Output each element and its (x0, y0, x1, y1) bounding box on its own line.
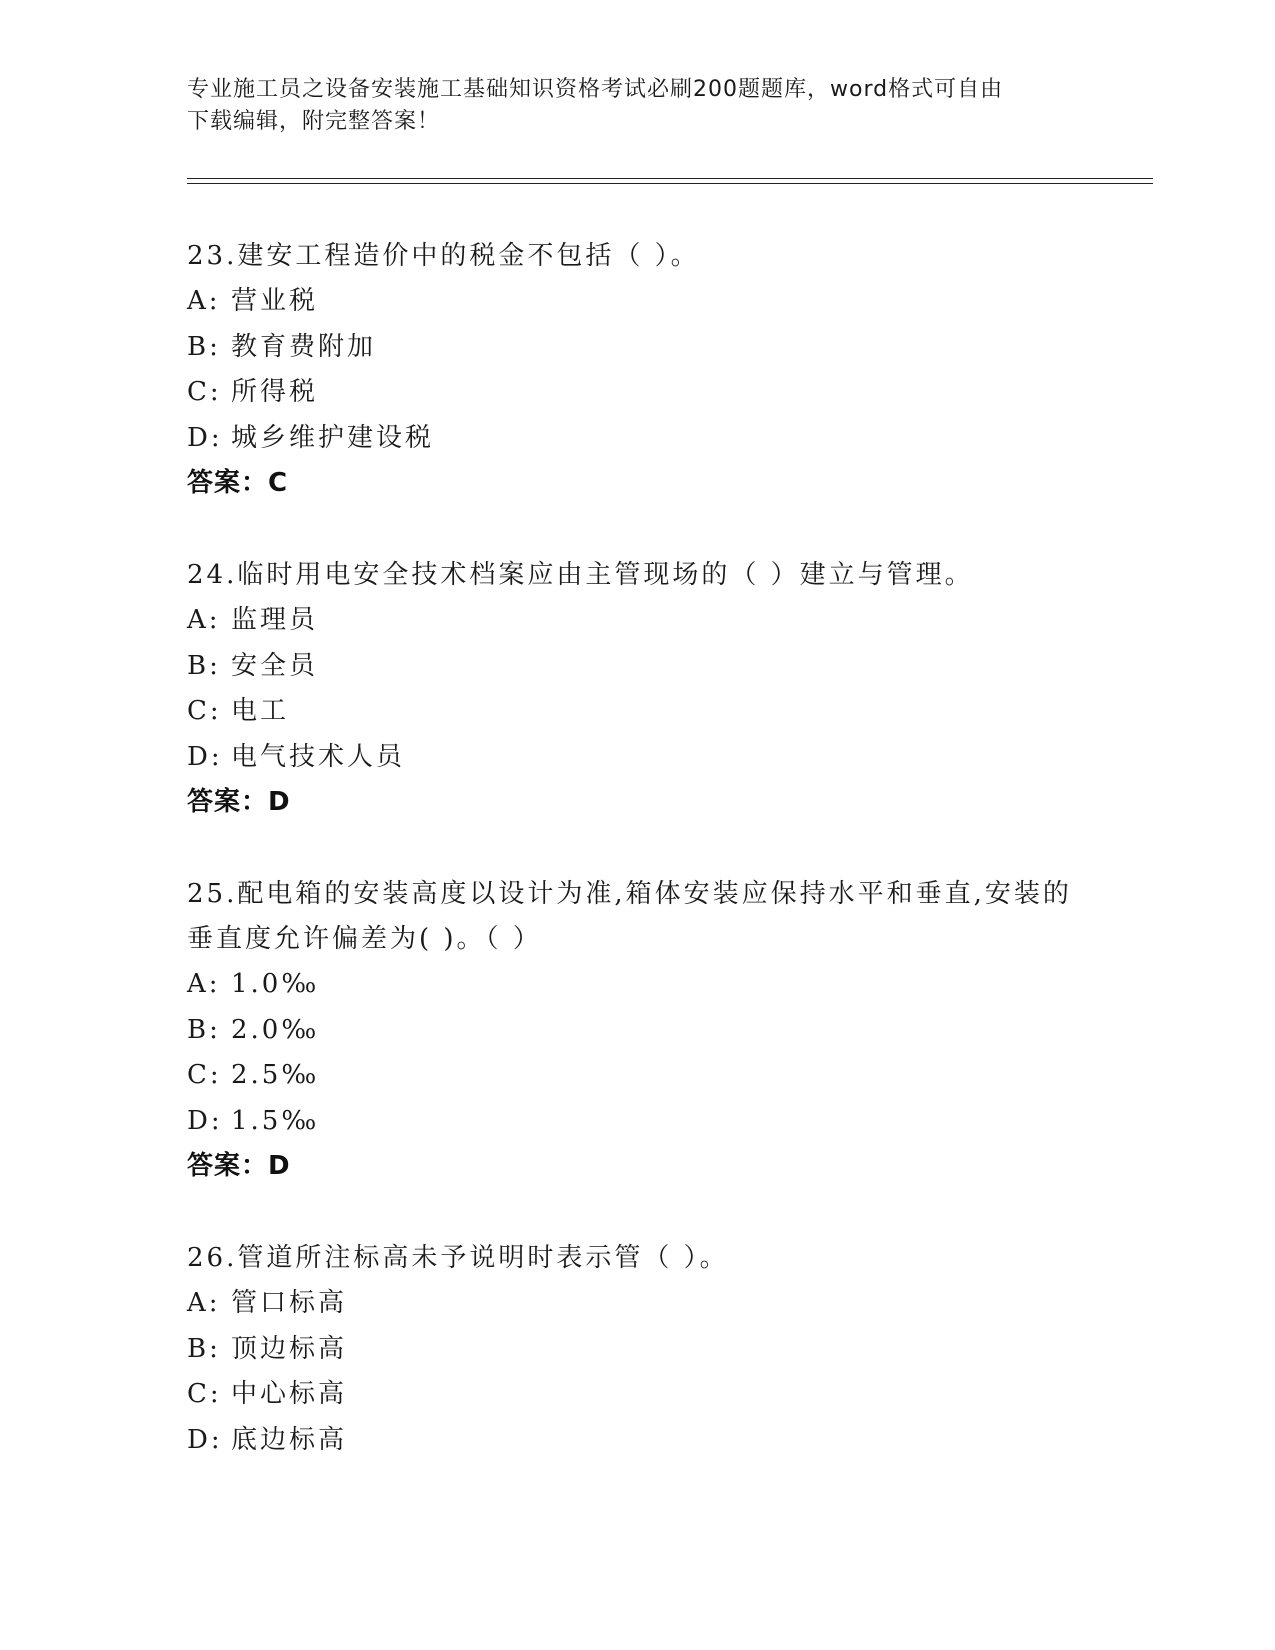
option-key: B: (187, 1333, 221, 1364)
option-text: 1.5‰ (231, 1105, 320, 1136)
question-23 (187, 234, 1087, 506)
option-key: C: (187, 696, 222, 726)
option-key: A: (187, 605, 221, 635)
question-25 (187, 872, 1087, 1189)
option-b (187, 325, 1087, 371)
header-line-1: 专业施工员之设备安装施工基础知识资格考试必刷200题题库，word格式可自由 (187, 77, 1004, 102)
question-stem: 25.配电箱的安装高度以设计为准,箱体安装应保持水平和垂直,安装的垂直度允许偏差为( )。（ ） (187, 879, 1072, 954)
question-24 (187, 553, 1087, 825)
option-text: 电气技术人员 (231, 741, 406, 772)
option-key: D: (187, 422, 223, 453)
answer-label: 答案：D (187, 787, 291, 817)
option-key: A: (187, 969, 221, 999)
option-text: 1.0‰ (231, 969, 320, 999)
option-text: 2.0‰ (231, 1014, 320, 1045)
option-c (187, 1372, 1087, 1418)
option-b (187, 1327, 1087, 1373)
option-key: D: (187, 741, 223, 772)
header-line-2: 下载编辑，附完整答案！ (187, 109, 441, 134)
option-d (187, 735, 1087, 781)
option-b (187, 644, 1087, 690)
option-key: B: (187, 331, 221, 362)
option-a (187, 962, 1087, 1008)
option-key: C: (187, 377, 222, 407)
option-text: 顶边标高 (231, 1333, 348, 1364)
option-a (187, 598, 1087, 644)
header-divider-top (187, 178, 1153, 179)
option-key: C: (187, 1379, 222, 1409)
header-divider-bottom (187, 183, 1153, 184)
option-key: A: (187, 1288, 221, 1318)
option-key: D: (187, 1424, 223, 1455)
question-stem: 26.管道所注标高未予说明时表示管（ ）。 (187, 1243, 729, 1273)
option-text: 城乡维护建设税 (231, 422, 435, 453)
option-text: 管口标高 (231, 1288, 348, 1318)
option-text: 监理员 (231, 605, 319, 635)
option-text: 营业税 (231, 286, 319, 316)
option-c (187, 689, 1087, 735)
question-26 (187, 1236, 1087, 1463)
option-text: 2.5‰ (231, 1060, 320, 1090)
option-key: B: (187, 650, 221, 681)
option-text: 底边标高 (231, 1424, 348, 1455)
document-header (187, 74, 1067, 138)
option-text: 中心标高 (231, 1379, 348, 1409)
option-text: 安全员 (231, 650, 319, 681)
option-c (187, 370, 1087, 416)
option-key: D: (187, 1105, 223, 1136)
option-text: 所得税 (231, 377, 319, 407)
answer-label: 答案：C (187, 468, 289, 498)
question-stem: 24.临时用电安全技术档案应由主管现场的（ ）建立与管理。 (187, 560, 974, 590)
answer-label: 答案：D (187, 1151, 291, 1181)
question-stem: 23.建安工程造价中的税金不包括（ ）。 (187, 241, 700, 271)
option-a (187, 279, 1087, 325)
option-key: C: (187, 1060, 222, 1090)
option-d (187, 416, 1087, 462)
option-b (187, 1008, 1087, 1054)
option-key: A: (187, 286, 221, 316)
option-d (187, 1418, 1087, 1464)
option-text: 电工 (231, 696, 290, 726)
option-a (187, 1281, 1087, 1327)
option-text: 教育费附加 (231, 331, 377, 362)
option-d (187, 1099, 1087, 1145)
option-key: B: (187, 1014, 221, 1045)
option-c (187, 1053, 1087, 1099)
